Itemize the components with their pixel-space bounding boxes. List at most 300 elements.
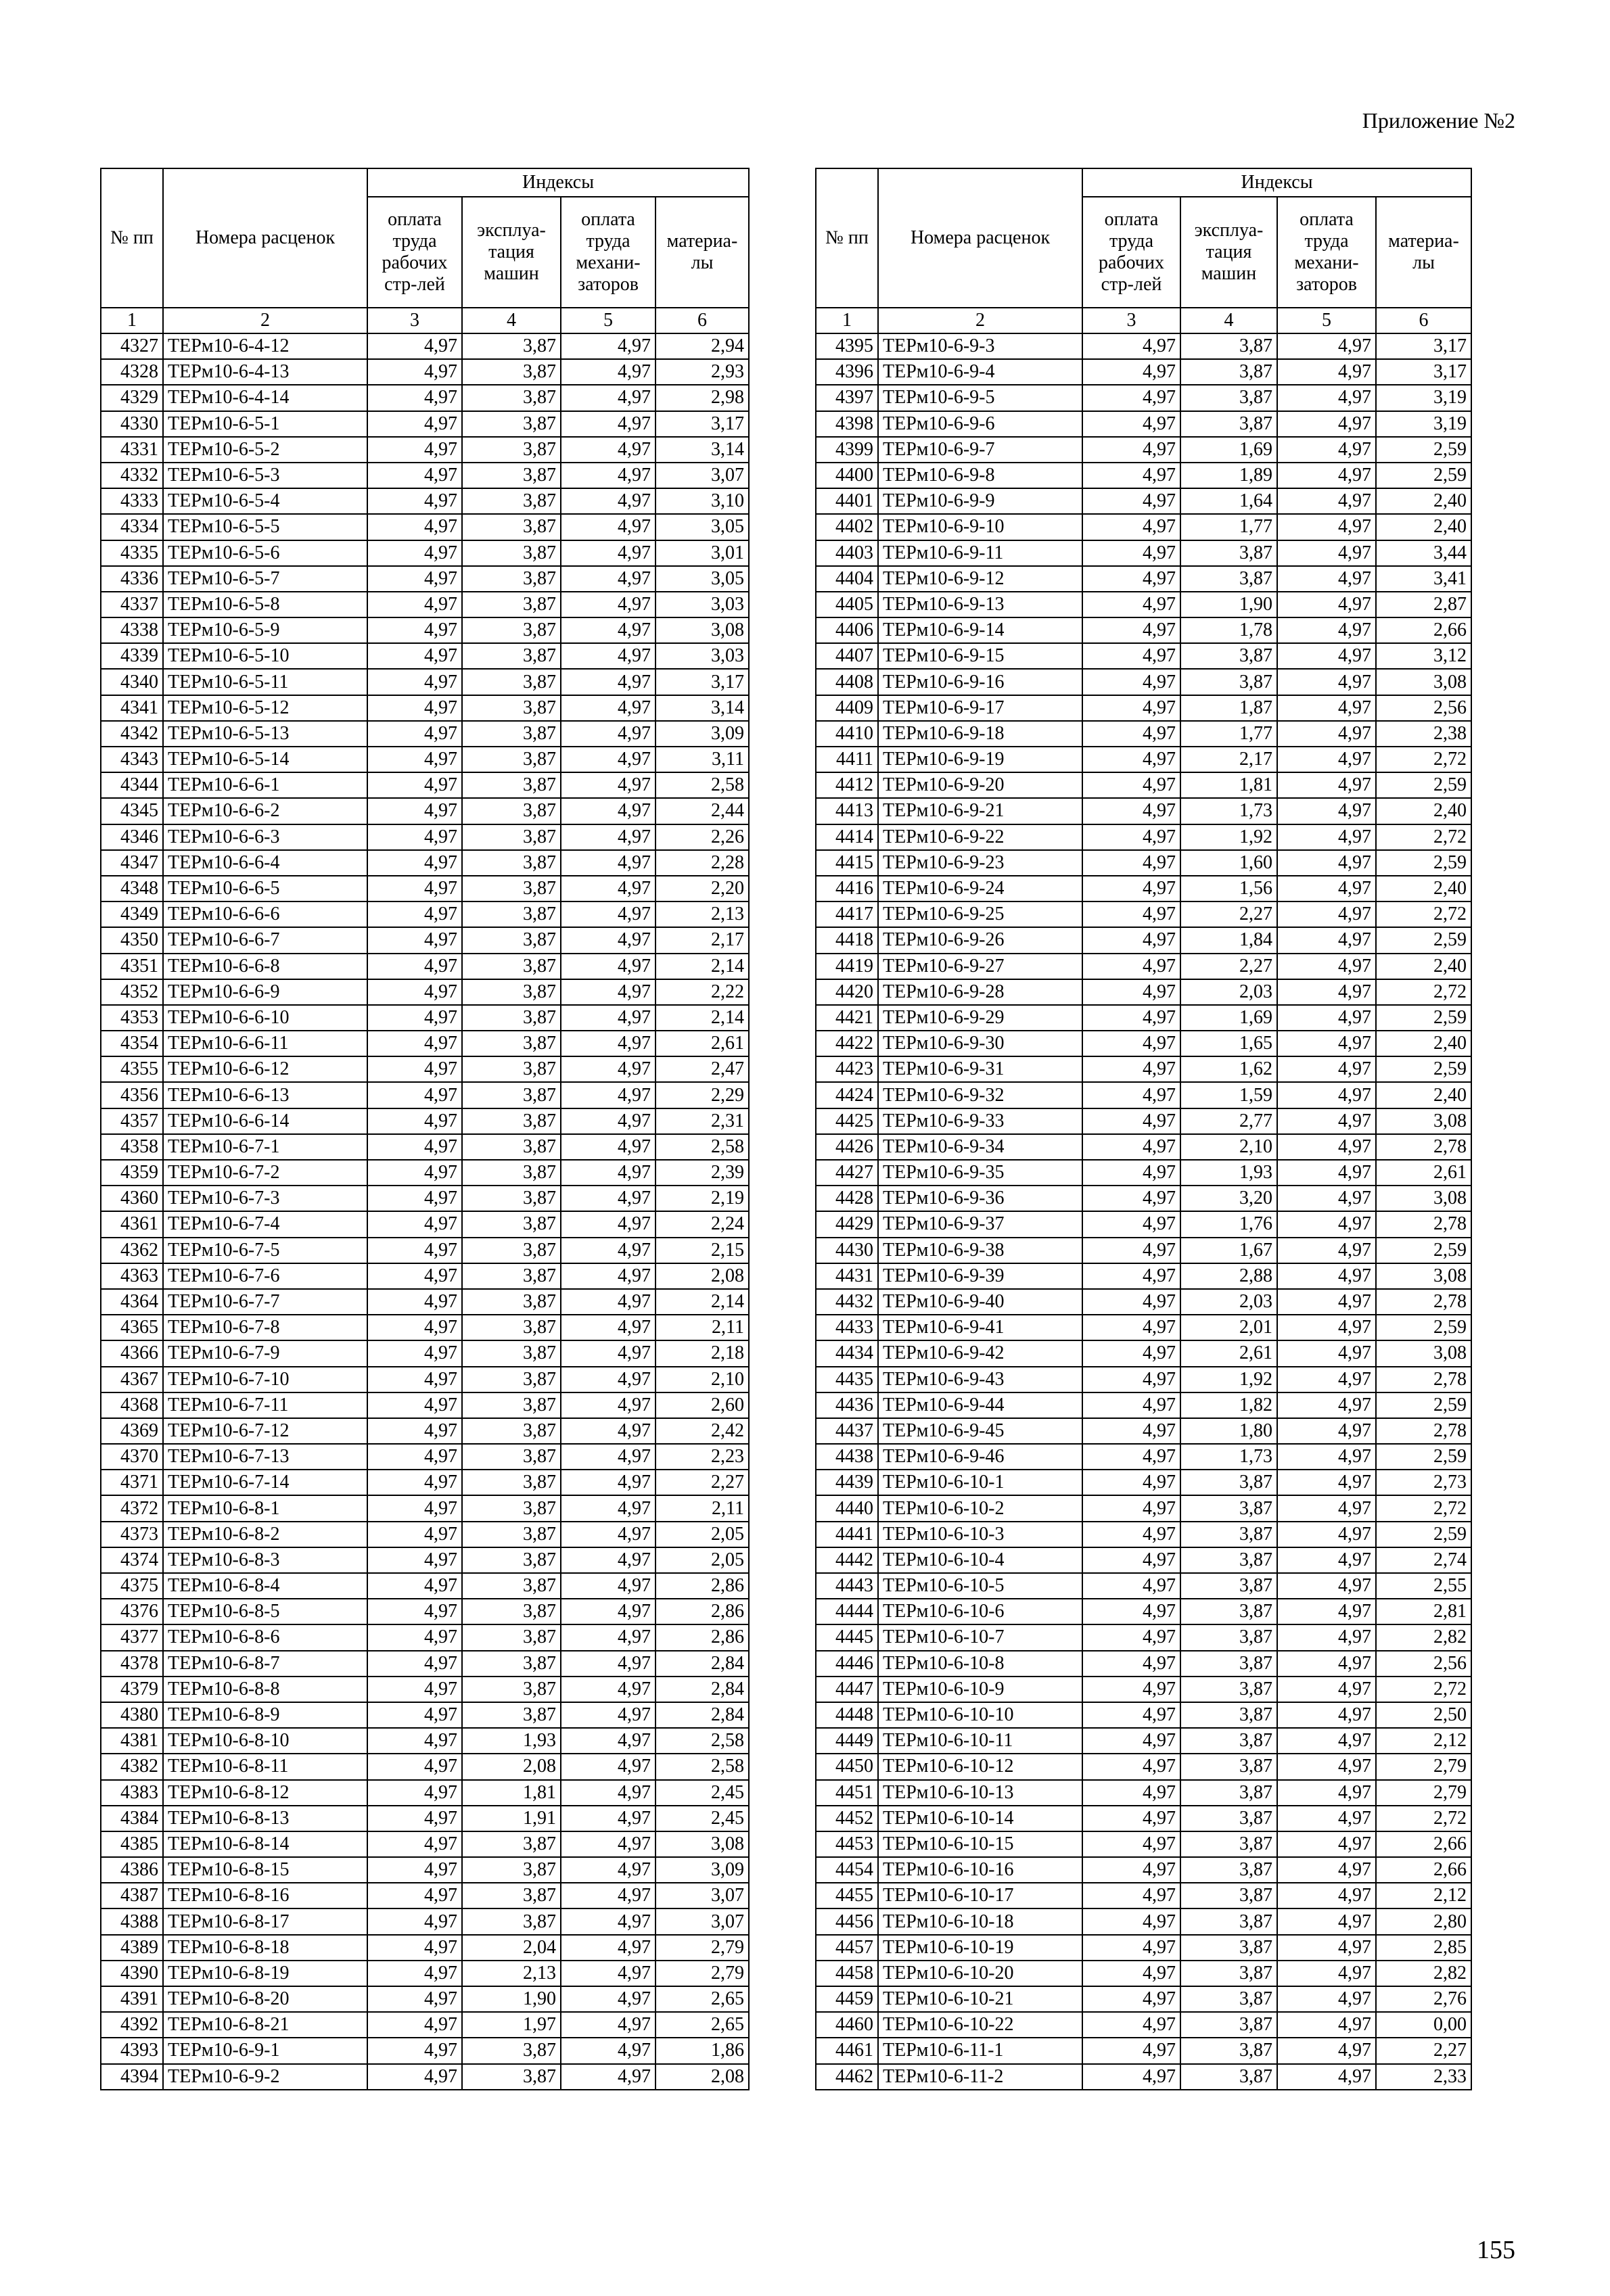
index-machines: 3,87 xyxy=(1180,2038,1277,2063)
row-number: 4403 xyxy=(816,540,878,566)
index-labor: 4,97 xyxy=(1082,540,1180,566)
index-materials: 2,78 xyxy=(1376,1134,1471,1160)
index-labor: 4,97 xyxy=(1082,1495,1180,1521)
rate-code: ТЕРм10-6-9-22 xyxy=(878,824,1082,850)
index-materials: 2,47 xyxy=(656,1056,749,1082)
index-materials: 3,03 xyxy=(656,643,749,669)
index-machinists: 4,97 xyxy=(561,850,656,876)
index-materials: 3,17 xyxy=(1376,333,1471,359)
rate-code: ТЕРм10-6-8-19 xyxy=(163,1961,367,1986)
index-machinists: 4,97 xyxy=(561,1108,656,1134)
index-materials: 2,12 xyxy=(1376,1883,1471,1908)
rate-code: ТЕРм10-6-5-13 xyxy=(163,721,367,747)
index-machines: 3,87 xyxy=(1180,1857,1277,1883)
row-number: 4377 xyxy=(101,1624,163,1650)
index-labor: 4,97 xyxy=(367,1495,462,1521)
table-row xyxy=(816,1470,1471,1495)
table-row xyxy=(816,411,1471,437)
table-row xyxy=(101,1418,749,1444)
index-machines: 1,82 xyxy=(1180,1392,1277,1418)
index-materials: 2,87 xyxy=(1376,592,1471,617)
index-labor: 4,97 xyxy=(1082,643,1180,669)
rate-code: ТЕРм10-6-6-9 xyxy=(163,979,367,1005)
index-materials: 2,65 xyxy=(656,1986,749,2012)
index-machines: 1,92 xyxy=(1180,1367,1277,1392)
index-labor: 4,97 xyxy=(367,463,462,488)
row-number: 4378 xyxy=(101,1651,163,1677)
index-machines: 1,56 xyxy=(1180,876,1277,901)
index-materials: 2,66 xyxy=(1376,1831,1471,1857)
rate-code: ТЕРм10-6-9-33 xyxy=(878,1108,1082,1134)
row-number: 4376 xyxy=(101,1599,163,1624)
index-labor: 4,97 xyxy=(367,1624,462,1650)
index-machines: 2,10 xyxy=(1180,1134,1277,1160)
rate-code: ТЕРм10-6-10-22 xyxy=(878,2012,1082,2038)
index-labor: 4,97 xyxy=(367,488,462,514)
index-machinists: 4,97 xyxy=(561,1470,656,1495)
row-number: 4339 xyxy=(101,643,163,669)
index-materials: 2,59 xyxy=(1376,772,1471,798)
row-number: 4453 xyxy=(816,1831,878,1857)
index-machines: 3,87 xyxy=(462,1367,561,1392)
rate-code: ТЕРм10-6-7-12 xyxy=(163,1418,367,1444)
rate-code: ТЕРм10-6-9-21 xyxy=(878,798,1082,824)
indices-table-right xyxy=(815,168,1472,2090)
table-body-left xyxy=(101,333,749,2090)
index-labor: 4,97 xyxy=(1082,463,1180,488)
rate-code: ТЕРм10-6-8-2 xyxy=(163,1522,367,1547)
index-materials: 2,18 xyxy=(656,1340,749,1366)
index-materials: 2,61 xyxy=(656,1031,749,1056)
row-number: 4418 xyxy=(816,927,878,953)
table-row xyxy=(816,1289,1471,1315)
index-machines: 3,87 xyxy=(462,1263,561,1289)
index-labor: 4,97 xyxy=(367,592,462,617)
header-colnum: 2 xyxy=(163,308,367,333)
index-machines: 3,87 xyxy=(462,927,561,953)
table-row xyxy=(101,1082,749,1108)
index-materials: 2,39 xyxy=(656,1160,749,1186)
index-machines: 1,62 xyxy=(1180,1056,1277,1082)
row-number: 4440 xyxy=(816,1495,878,1521)
row-number: 4444 xyxy=(816,1599,878,1624)
index-labor: 4,97 xyxy=(1082,1806,1180,1831)
row-number: 4336 xyxy=(101,566,163,592)
table-row xyxy=(816,540,1471,566)
index-machinists: 4,97 xyxy=(1277,850,1376,876)
table-row xyxy=(101,1367,749,1392)
index-machinists: 4,97 xyxy=(1277,1470,1376,1495)
index-labor: 4,97 xyxy=(367,747,462,772)
index-materials: 2,14 xyxy=(656,1005,749,1031)
index-labor: 4,97 xyxy=(1082,798,1180,824)
table-row xyxy=(816,798,1471,824)
rate-code: ТЕРм10-6-9-18 xyxy=(878,721,1082,747)
index-machines: 1,81 xyxy=(1180,772,1277,798)
index-machines: 3,87 xyxy=(462,463,561,488)
index-machines: 2,01 xyxy=(1180,1315,1277,1340)
index-machines: 2,04 xyxy=(462,1935,561,1961)
index-machines: 3,87 xyxy=(1180,1470,1277,1495)
row-number: 4348 xyxy=(101,876,163,901)
index-materials: 2,78 xyxy=(1376,1289,1471,1315)
index-machinists: 4,97 xyxy=(561,1754,656,1779)
index-materials: 3,08 xyxy=(1376,1340,1471,1366)
row-number: 4387 xyxy=(101,1883,163,1908)
rate-code: ТЕРм10-6-5-6 xyxy=(163,540,367,566)
index-materials: 2,38 xyxy=(1376,721,1471,747)
row-number: 4393 xyxy=(101,2038,163,2063)
row-number: 4355 xyxy=(101,1056,163,1082)
index-materials: 2,58 xyxy=(656,1728,749,1754)
index-machinists: 4,97 xyxy=(561,1908,656,1934)
row-number: 4448 xyxy=(816,1702,878,1728)
index-machines: 3,87 xyxy=(462,1082,561,1108)
index-machines: 3,87 xyxy=(462,1547,561,1573)
index-materials: 2,86 xyxy=(656,1599,749,1624)
index-machinists: 4,97 xyxy=(561,1780,656,1806)
index-machinists: 4,97 xyxy=(561,592,656,617)
rate-code: ТЕРм10-6-9-46 xyxy=(878,1444,1082,1470)
index-labor: 4,97 xyxy=(1082,1831,1180,1857)
rate-code: ТЕРм10-6-9-14 xyxy=(878,617,1082,643)
row-number: 4328 xyxy=(101,359,163,385)
header-machinists: оплата труда механи-заторов xyxy=(1277,197,1376,308)
rate-code: ТЕРм10-6-6-4 xyxy=(163,850,367,876)
table-row xyxy=(101,824,749,850)
index-materials: 2,82 xyxy=(1376,1961,1471,1986)
index-machines: 2,88 xyxy=(1180,1263,1277,1289)
index-labor: 4,97 xyxy=(1082,850,1180,876)
index-labor: 4,97 xyxy=(1082,1651,1180,1677)
index-machinists: 4,97 xyxy=(1277,1289,1376,1315)
table-row xyxy=(101,876,749,901)
index-labor: 4,97 xyxy=(367,1470,462,1495)
index-machinists: 4,97 xyxy=(1277,824,1376,850)
index-materials: 2,59 xyxy=(1376,1056,1471,1082)
index-machines: 2,03 xyxy=(1180,979,1277,1005)
rate-code: ТЕРм10-6-9-35 xyxy=(878,1160,1082,1186)
table-row xyxy=(101,1340,749,1366)
index-machines: 1,84 xyxy=(1180,927,1277,953)
rate-code: ТЕРм10-6-6-8 xyxy=(163,954,367,979)
index-labor: 4,97 xyxy=(1082,1263,1180,1289)
index-labor: 4,97 xyxy=(367,385,462,411)
row-number: 4415 xyxy=(816,850,878,876)
table-row xyxy=(816,927,1471,953)
index-materials: 2,14 xyxy=(656,1289,749,1315)
table-row xyxy=(101,1315,749,1340)
index-machines: 3,87 xyxy=(462,1573,561,1599)
index-machinists: 4,97 xyxy=(1277,1547,1376,1573)
index-materials: 2,14 xyxy=(656,954,749,979)
table-row xyxy=(101,617,749,643)
table-row xyxy=(816,1031,1471,1056)
rate-code: ТЕРм10-6-9-28 xyxy=(878,979,1082,1005)
index-materials: 3,08 xyxy=(1376,1263,1471,1289)
index-materials: 2,58 xyxy=(656,772,749,798)
rate-code: ТЕРм10-6-4-13 xyxy=(163,359,367,385)
table-row xyxy=(816,488,1471,514)
index-machinists: 4,97 xyxy=(561,1031,656,1056)
index-machines: 1,65 xyxy=(1180,1031,1277,1056)
index-machinists: 4,97 xyxy=(561,2064,656,2090)
header-materials: материа-лы xyxy=(1376,197,1471,308)
index-machines: 3,87 xyxy=(1180,359,1277,385)
index-machinists: 4,97 xyxy=(561,1573,656,1599)
rate-code: ТЕРм10-6-10-11 xyxy=(878,1728,1082,1754)
rate-code: ТЕРм10-6-9-34 xyxy=(878,1134,1082,1160)
rate-code: ТЕРм10-6-9-40 xyxy=(878,1289,1082,1315)
index-machines: 2,13 xyxy=(462,1961,561,1986)
index-machinists: 4,97 xyxy=(561,954,656,979)
index-machines: 3,87 xyxy=(462,979,561,1005)
rate-code: ТЕРм10-6-9-42 xyxy=(878,1340,1082,1366)
index-materials: 2,59 xyxy=(1376,437,1471,463)
table-row xyxy=(101,1186,749,1211)
index-machines: 3,87 xyxy=(462,1289,561,1315)
rate-code: ТЕРм10-6-7-10 xyxy=(163,1367,367,1392)
index-machinists: 4,97 xyxy=(1277,1367,1376,1392)
index-machinists: 4,97 xyxy=(1277,411,1376,437)
index-materials: 2,27 xyxy=(1376,2038,1471,2063)
rate-code: ТЕРм10-6-11-1 xyxy=(878,2038,1082,2063)
index-machines: 1,60 xyxy=(1180,850,1277,876)
rate-code: ТЕРм10-6-8-11 xyxy=(163,1754,367,1779)
index-machines: 1,69 xyxy=(1180,1005,1277,1031)
index-materials: 2,40 xyxy=(1376,488,1471,514)
index-machines: 3,87 xyxy=(462,1392,561,1418)
table-row xyxy=(101,1547,749,1573)
index-materials: 2,56 xyxy=(1376,695,1471,721)
index-labor: 4,97 xyxy=(1082,2038,1180,2063)
index-materials: 2,23 xyxy=(656,1444,749,1470)
row-number: 4445 xyxy=(816,1624,878,1650)
table-row xyxy=(816,747,1471,772)
rate-code: ТЕРм10-6-10-10 xyxy=(878,1702,1082,1728)
index-machinists: 4,97 xyxy=(1277,927,1376,953)
index-machines: 3,87 xyxy=(462,437,561,463)
index-materials: 2,59 xyxy=(1376,927,1471,953)
row-number: 4380 xyxy=(101,1702,163,1728)
table-row xyxy=(816,1624,1471,1650)
rate-code: ТЕРм10-6-7-3 xyxy=(163,1186,367,1211)
header-materials: материа-лы xyxy=(656,197,749,308)
index-labor: 4,97 xyxy=(1082,1418,1180,1444)
index-materials: 2,79 xyxy=(656,1935,749,1961)
row-number: 4364 xyxy=(101,1289,163,1315)
row-number: 4413 xyxy=(816,798,878,824)
index-labor: 4,97 xyxy=(367,1702,462,1728)
index-machines: 3,87 xyxy=(462,411,561,437)
index-materials: 1,86 xyxy=(656,2038,749,2063)
index-machinists: 4,97 xyxy=(561,1547,656,1573)
table-row xyxy=(816,1754,1471,1779)
rate-code: ТЕРм10-6-7-4 xyxy=(163,1211,367,1237)
index-labor: 4,97 xyxy=(1082,876,1180,901)
rate-code: ТЕРм10-6-5-5 xyxy=(163,514,367,540)
appendix-label: Приложение №2 xyxy=(1362,108,1515,133)
rate-code: ТЕРм10-6-8-10 xyxy=(163,1728,367,1754)
index-machinists: 4,97 xyxy=(1277,1624,1376,1650)
row-number: 4406 xyxy=(816,617,878,643)
index-labor: 4,97 xyxy=(367,1160,462,1186)
index-machines: 3,20 xyxy=(1180,1186,1277,1211)
row-number: 4431 xyxy=(816,1263,878,1289)
table-row xyxy=(101,927,749,953)
index-machinists: 4,97 xyxy=(561,1056,656,1082)
row-number: 4345 xyxy=(101,798,163,824)
index-machines: 1,97 xyxy=(462,2012,561,2038)
rate-code: ТЕРм10-6-4-14 xyxy=(163,385,367,411)
row-number: 4416 xyxy=(816,876,878,901)
index-machinists: 4,97 xyxy=(1277,669,1376,695)
table-row xyxy=(101,1677,749,1702)
index-materials: 2,78 xyxy=(1376,1418,1471,1444)
index-materials: 2,59 xyxy=(1376,1392,1471,1418)
index-materials: 2,60 xyxy=(656,1392,749,1418)
index-labor: 4,97 xyxy=(1082,979,1180,1005)
row-number: 4334 xyxy=(101,514,163,540)
index-machinists: 4,97 xyxy=(561,772,656,798)
table-row xyxy=(101,1702,749,1728)
table-row xyxy=(101,1108,749,1134)
index-labor: 4,97 xyxy=(1082,1367,1180,1392)
table-row xyxy=(101,592,749,617)
table-row xyxy=(816,695,1471,721)
row-number: 4407 xyxy=(816,643,878,669)
index-machinists: 4,97 xyxy=(561,695,656,721)
index-machinists: 4,97 xyxy=(561,1677,656,1702)
index-machinists: 4,97 xyxy=(561,901,656,927)
row-number: 4347 xyxy=(101,850,163,876)
header-no: № пп xyxy=(816,168,878,308)
index-machines: 3,87 xyxy=(462,333,561,359)
index-materials: 3,09 xyxy=(656,721,749,747)
index-machines: 3,87 xyxy=(1180,1547,1277,1573)
row-number: 4335 xyxy=(101,540,163,566)
header-machines: эксплуа-тация машин xyxy=(462,197,561,308)
table-row xyxy=(101,1754,749,1779)
index-materials: 2,45 xyxy=(656,1780,749,1806)
table-row xyxy=(816,643,1471,669)
table-row xyxy=(101,1961,749,1986)
rate-code: ТЕРм10-6-8-8 xyxy=(163,1677,367,1702)
table-row xyxy=(816,566,1471,592)
table-row xyxy=(816,1367,1471,1392)
table-row xyxy=(816,1108,1471,1134)
table-row xyxy=(816,1651,1471,1677)
index-labor: 4,97 xyxy=(367,1289,462,1315)
row-number: 4411 xyxy=(816,747,878,772)
rate-code: ТЕРм10-6-9-31 xyxy=(878,1056,1082,1082)
table-row xyxy=(816,1005,1471,1031)
index-machinists: 4,97 xyxy=(561,1961,656,1986)
table-row xyxy=(816,1573,1471,1599)
index-labor: 4,97 xyxy=(367,721,462,747)
index-labor: 4,97 xyxy=(367,1961,462,1986)
rate-code: ТЕРм10-6-6-14 xyxy=(163,1108,367,1134)
rate-code: ТЕРм10-6-10-1 xyxy=(878,1470,1082,1495)
rate-code: ТЕРм10-6-5-14 xyxy=(163,747,367,772)
index-machines: 3,87 xyxy=(462,954,561,979)
table-row xyxy=(816,1780,1471,1806)
table-row xyxy=(101,385,749,411)
row-number: 4341 xyxy=(101,695,163,721)
index-materials: 2,79 xyxy=(1376,1754,1471,1779)
rate-code: ТЕРм10-6-9-27 xyxy=(878,954,1082,979)
row-number: 4329 xyxy=(101,385,163,411)
index-machines: 3,87 xyxy=(1180,669,1277,695)
rate-code: ТЕРм10-6-7-1 xyxy=(163,1134,367,1160)
index-machinists: 4,97 xyxy=(1277,1211,1376,1237)
table-row xyxy=(101,488,749,514)
index-machines: 3,87 xyxy=(1180,1986,1277,2012)
index-machinists: 4,97 xyxy=(561,1986,656,2012)
table-row xyxy=(816,1547,1471,1573)
row-number: 4343 xyxy=(101,747,163,772)
index-machinists: 4,97 xyxy=(1277,1186,1376,1211)
row-number: 4356 xyxy=(101,1082,163,1108)
index-labor: 4,97 xyxy=(1082,1780,1180,1806)
index-labor: 4,97 xyxy=(367,772,462,798)
index-labor: 4,97 xyxy=(1082,1754,1180,1779)
row-number: 4417 xyxy=(816,901,878,927)
index-labor: 4,97 xyxy=(1082,1522,1180,1547)
row-number: 4332 xyxy=(101,463,163,488)
index-labor: 4,97 xyxy=(367,2038,462,2063)
index-machinists: 4,97 xyxy=(1277,798,1376,824)
row-number: 4344 xyxy=(101,772,163,798)
table-row xyxy=(101,514,749,540)
index-labor: 4,97 xyxy=(1082,1702,1180,1728)
index-labor: 4,97 xyxy=(367,1211,462,1237)
table-row xyxy=(816,1908,1471,1934)
rate-code: ТЕРм10-6-9-36 xyxy=(878,1186,1082,1211)
index-materials: 2,33 xyxy=(1376,2064,1471,2090)
index-materials: 2,40 xyxy=(1376,876,1471,901)
row-number: 4459 xyxy=(816,1986,878,2012)
index-labor: 4,97 xyxy=(367,1935,462,1961)
table-row xyxy=(101,1573,749,1599)
index-materials: 2,15 xyxy=(656,1238,749,1263)
row-number: 4361 xyxy=(101,1211,163,1237)
rate-code: ТЕРм10-6-4-12 xyxy=(163,333,367,359)
index-labor: 4,97 xyxy=(1082,1883,1180,1908)
row-number: 4370 xyxy=(101,1444,163,1470)
rate-code: ТЕРм10-6-9-20 xyxy=(878,772,1082,798)
index-labor: 4,97 xyxy=(367,643,462,669)
row-number: 4454 xyxy=(816,1857,878,1883)
rate-code: ТЕРм10-6-9-44 xyxy=(878,1392,1082,1418)
index-machinists: 4,97 xyxy=(1277,1108,1376,1134)
index-machines: 3,87 xyxy=(462,1883,561,1908)
rate-code: ТЕРм10-6-8-1 xyxy=(163,1495,367,1521)
row-number: 4410 xyxy=(816,721,878,747)
index-machines: 3,87 xyxy=(462,1702,561,1728)
index-machines: 3,87 xyxy=(462,876,561,901)
row-number: 4404 xyxy=(816,566,878,592)
index-materials: 2,50 xyxy=(1376,1702,1471,1728)
index-machinists: 4,97 xyxy=(561,1883,656,1908)
index-machinists: 4,97 xyxy=(1277,1702,1376,1728)
rate-code: ТЕРм10-6-9-38 xyxy=(878,1238,1082,1263)
index-labor: 4,97 xyxy=(367,1599,462,1624)
rate-code: ТЕРм10-6-10-5 xyxy=(878,1573,1082,1599)
index-labor: 4,97 xyxy=(1082,566,1180,592)
table-row xyxy=(816,1340,1471,1366)
rate-code: ТЕРм10-6-10-12 xyxy=(878,1754,1082,1779)
